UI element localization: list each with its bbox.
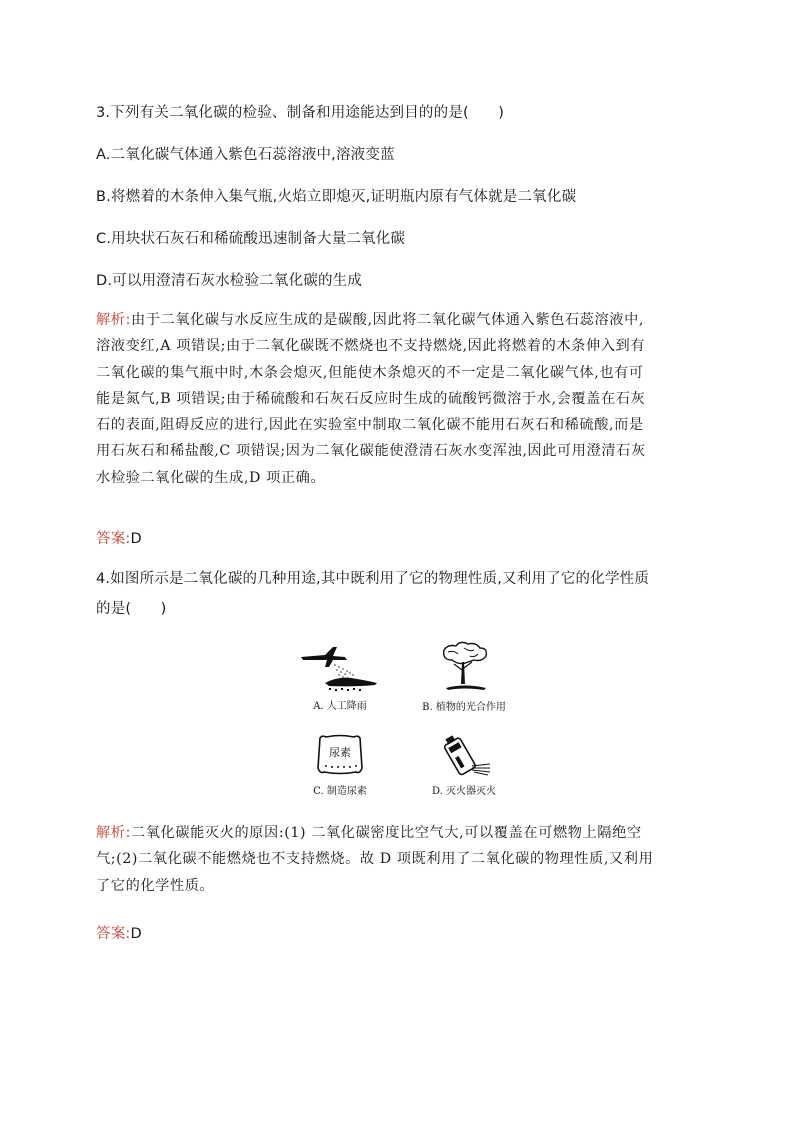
q3-answer [96, 527, 142, 548]
q4-analysis-label: 解析: [96, 825, 131, 841]
q3-analysis [96, 307, 700, 491]
urea-bag-icon [310, 732, 370, 778]
q4-analysis-line-2: 气;(2)二氧化碳不能燃烧也不支持燃烧。故 D 项既利用了二氧化碳的物理性质,又利用 [96, 851, 654, 868]
q3-answer-label: 答案: [96, 531, 131, 547]
q3-analysis-line-7: 水检验二氧化碳的生成,D 项正确。 [96, 469, 326, 486]
q3-analysis-line-5: 石的表面,阻碍反应的进行,因此在实验室中制取二氧化碳不能用石灰石和稀硫酸,而是 [96, 417, 644, 434]
q3-analysis-line-1: 解析:由于二氧化碳与水反应生成的是碳酸,因此将二氧化碳气体通入紫色石蕊溶液中, [96, 312, 644, 328]
figure-item-b [404, 640, 524, 720]
q3-analysis-line-6: 用石灰石和稀盐酸,C 项错误;因为二氧化碳能使澄清石灰水变浑浊,因此可用澄清石灰 [96, 443, 646, 460]
q4-answer-label: 答案: [96, 926, 131, 942]
q3-analysis-line-3: 二氧化碳的集气瓶中时,木条会熄灭,但能使木条熄灭的不一定是二氧化碳气体,也有可 [96, 364, 644, 381]
q3-analysis-line-2: 溶液变红,A 项错误;由于二氧化碳既不燃烧也不支持燃烧,因此将燃着的木条伸入到有 [96, 338, 646, 355]
q3-option-d: D.可以用澄清石灰水检验二氧化碳的生成 [96, 273, 363, 289]
tree-icon [434, 640, 494, 694]
figure-caption-b: B. 植物的光合作用 [422, 702, 506, 713]
airplane-rain-icon [295, 645, 385, 693]
figure-caption-c: C. 制造尿素 [313, 786, 367, 797]
figure-item-d [404, 732, 524, 812]
q4-analysis-line-3: 了它的化学性质。 [96, 877, 215, 894]
q3-analysis-label: 解析: [96, 312, 131, 328]
q4-answer-value: D [130, 926, 142, 942]
urea-bag-text: 尿素 [329, 746, 351, 759]
q4-stem-line-2: 的是( ) [96, 601, 167, 617]
q3-analysis-line-4: 能是氮气,B 项错误;由于稀硫酸和石灰石反应时生成的硫酸钙微溶于水,会覆盖在石灰 [96, 390, 646, 407]
q4-answer [96, 922, 142, 943]
figure-caption-a: A. 人工降雨 [313, 701, 367, 712]
q3-answer-value: D [130, 531, 142, 547]
q4-analysis-line-1: 解析:二氧化碳能灭火的原因:(1) 二氧化碳密度比空气大,可以覆盖在可燃物上隔绝空 [96, 825, 642, 841]
q3-option-a: A.二氧化碳气体通入紫色石蕊溶液中,溶液变蓝 [96, 147, 395, 163]
q3-option-c: C.用块状石灰石和稀硫酸迅速制备大量二氧化碳 [96, 231, 406, 247]
figure-item-c [280, 732, 400, 812]
q4-stem-line-1: 4.如图所示是二氧化碳的几种用途,其中既利用了它的物理性质,又利用了它的化学性质 [96, 571, 650, 587]
figure-caption-d: D. 灭火器灭火 [431, 786, 497, 797]
q4-analysis [96, 820, 700, 899]
figure-item-a [280, 645, 400, 725]
q3-stem: 3.下列有关二氧化碳的检验、制备和用途能达到目的的是( ) [96, 105, 505, 121]
q3-option-b: B.将燃着的木条伸入集气瓶,火焰立即熄灭,证明瓶内原有气体就是二氧化碳 [96, 189, 577, 205]
q4-figure [270, 640, 530, 810]
fire-extinguisher-icon [434, 732, 494, 778]
